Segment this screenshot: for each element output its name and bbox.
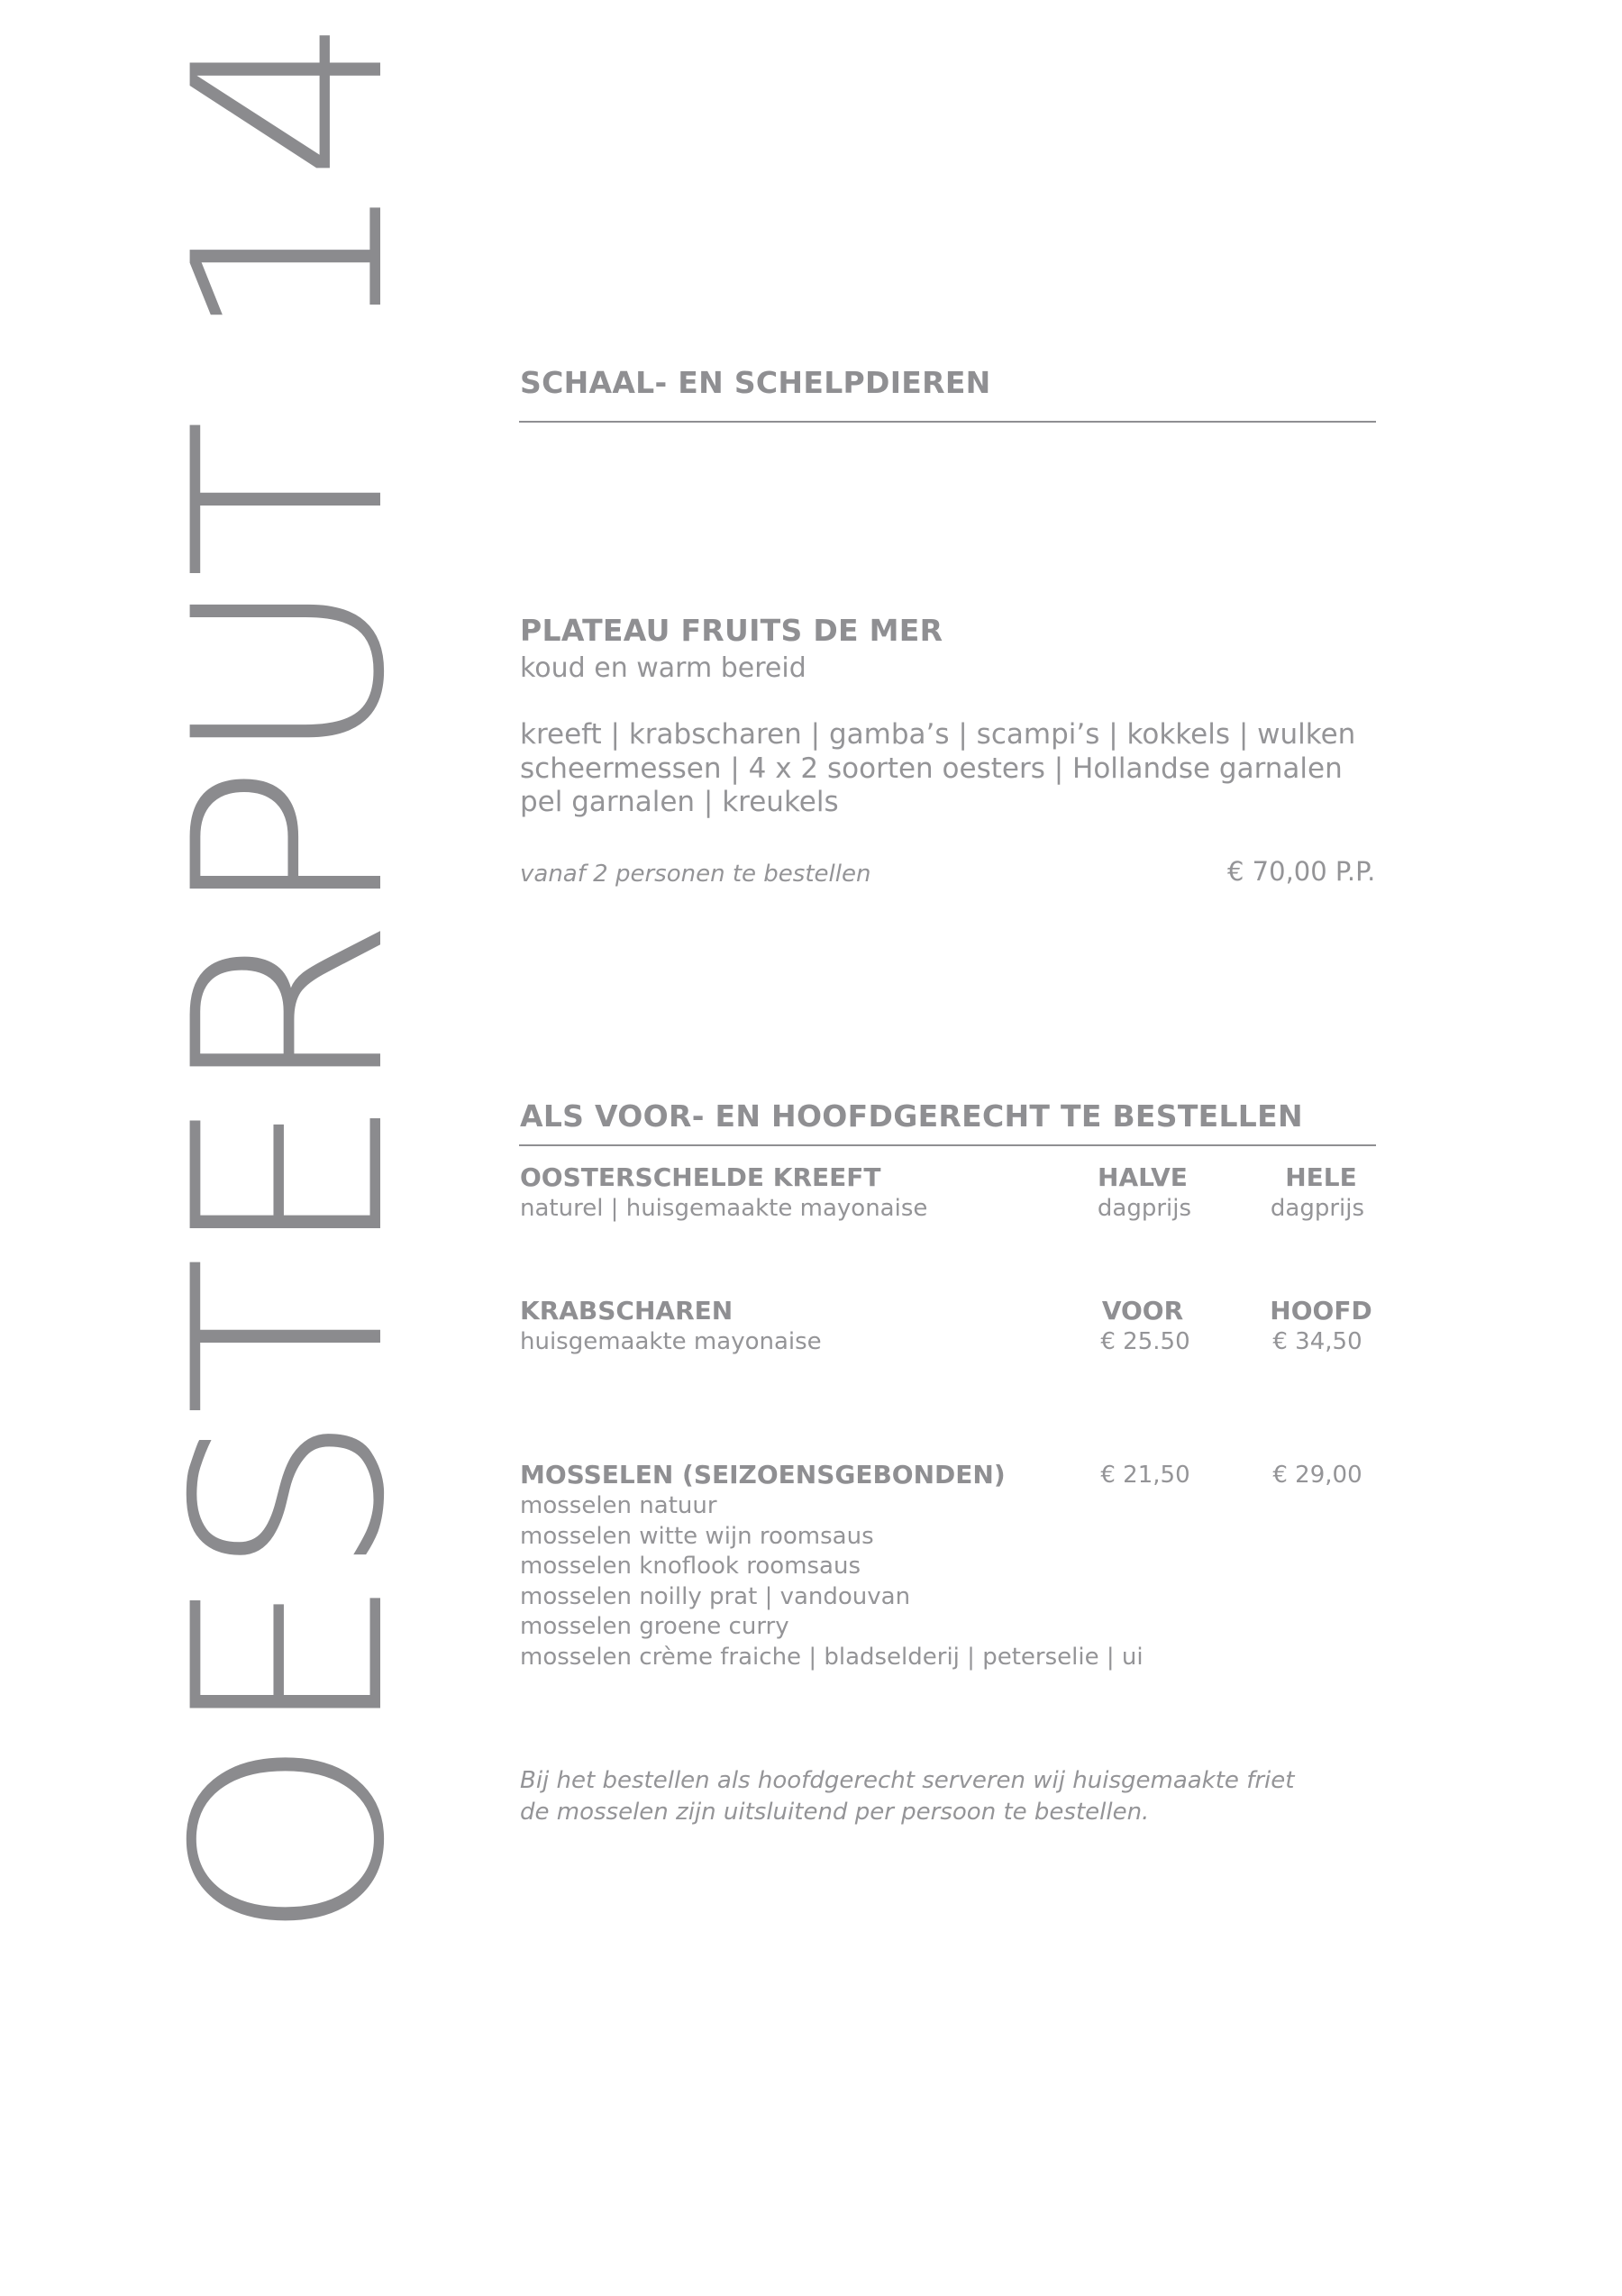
kreeft-description: naturel | huisgemaakte mayonaise (520, 1195, 928, 1222)
section-divider (519, 1144, 1376, 1146)
list-item: mosselen natuur (520, 1492, 717, 1519)
list-item: mosselen knoflook roomsaus (520, 1553, 861, 1580)
list-item: mosselen witte wijn roomsaus (520, 1522, 874, 1550)
plateau-title: PLATEAU FRUITS DE MER (520, 613, 943, 648)
brand-wrapper (139, 18, 442, 1942)
kreeft-price-hele: dagprijs (1270, 1195, 1365, 1222)
plateau-contents (520, 718, 1355, 820)
plateau-line: pel garnalen | kreukels (520, 786, 839, 818)
kreeft-price-halve: dagprijs (1097, 1195, 1192, 1222)
krabscharen-price-voor: € 25.50 (1100, 1328, 1190, 1355)
section-title-shellfish: SCHAAL- EN SCHELPDIEREN (520, 365, 991, 400)
mosselen-price-voor: € 21,50 (1100, 1462, 1190, 1489)
plateau-price: € 70,00 P.P. (1227, 856, 1376, 887)
kreeft-col-hele: HELE (1285, 1162, 1357, 1192)
plateau-line: kreeft | krabscharen | gamba’s | scampi’s | kokkels | wulken (520, 718, 1356, 751)
footnote-line: Bij het bestellen als hoofdgerecht serveren wij huisgemaakte friet (520, 1767, 1295, 1794)
krabscharen-title: KRABSCHAREN (520, 1296, 734, 1326)
list-item: mosselen noilly prat | vandouvan (520, 1582, 911, 1610)
kreeft-col-halve: HALVE (1098, 1162, 1188, 1192)
krabscharen-col-hoofd: HOOFD (1270, 1296, 1372, 1326)
krabscharen-price-hoofd: € 34,50 (1272, 1328, 1362, 1355)
section-title-starter-main: ALS VOOR- EN HOOFDGERECHT TE BESTELLEN (520, 1098, 1303, 1134)
krabscharen-col-voor: VOOR (1101, 1296, 1184, 1326)
plateau-line: scheermessen | 4 x 2 soorten oesters | Hollandse garnalen (520, 752, 1343, 785)
list-item: mosselen groene curry (520, 1613, 789, 1640)
kreeft-title: OOSTERSCHELDE KREEFT (520, 1162, 881, 1192)
brand-title: OESTERPUT 14 (139, 18, 442, 1942)
list-item: mosselen crème fraiche | bladselderij | peterselie | ui (520, 1643, 1144, 1671)
footnote-line: de mosselen zijn uitsluitend per persoon te bestellen. (520, 1798, 1150, 1826)
krabscharen-description: huisgemaakte mayonaise (520, 1328, 822, 1355)
plateau-subtitle: koud en warm bereid (520, 652, 806, 684)
mosselen-list (520, 1491, 1144, 1672)
mosselen-title: MOSSELEN (SEIZOENSGEBONDEN) (520, 1460, 1006, 1490)
footnote (520, 1765, 1294, 1827)
plateau-note: vanaf 2 personen te bestellen (520, 861, 871, 888)
mosselen-price-hoofd: € 29,00 (1272, 1462, 1362, 1489)
section-divider (519, 421, 1376, 423)
